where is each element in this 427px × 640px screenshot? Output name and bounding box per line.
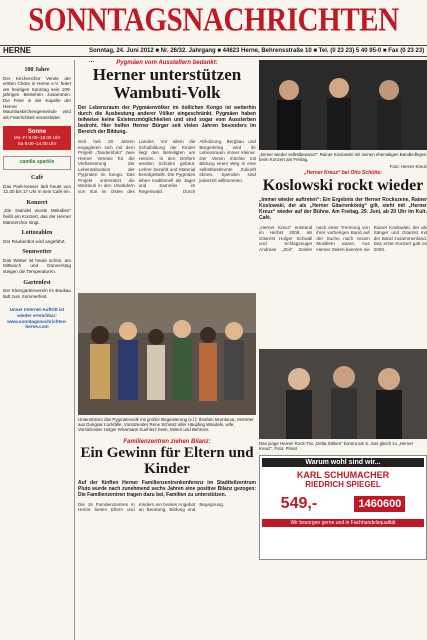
band-photo	[259, 60, 427, 150]
left-text-3: „Die Swindel wurde Melodien“ heißt ein Konzert, das der Herner Männerchor singt.	[3, 208, 71, 225]
band-photo-illustration	[259, 60, 427, 150]
left-heading-3: Konzert	[26, 199, 48, 206]
main-article	[78, 60, 256, 562]
left-text-5: Das Wetter ist heute schön, am Mittwoch und Donnerstag steigen die Temperaturen.	[3, 257, 71, 275]
pygmy-group-photo	[78, 293, 256, 415]
photo-caption: Unterstützen das Pygmäenvolk mit großer Begeisterung (v.l.): Ibrahim Mumbeoa, Vertreter aus Dungsar Lückfälle, Vorsitzender Rene Schmitz aller Häupling Wandeki, wife, Vorsitzender Holger Wissmann Kuehlerz beim, Mirten und Behrens.	[78, 417, 254, 433]
right-body: „Herner Kreuz“ entstand im Herbst 2008, als Gitarrist Holger Schwall und Schlagzeuger Andreas „Zeit“ Zeisler nach einer Trennung von ihrer vorherigen Band auf der Suche nach neuen Musikern waren. Aus Herner Zeiten kannten sie Rainer Koslowski, der als Sänger und Gitarrist mit der Band zusammenfand. Das erste Konzert gab es 2009.	[259, 224, 427, 252]
article2-headline: Ein Gewinn für Eltern und Kinder	[80, 444, 254, 477]
sonne-ad-hours-1: Mo–Fr 9.00–18.00 Uhr	[13, 135, 61, 141]
article-headline: Herner unterstützen Wambuti-Volk	[92, 65, 242, 102]
right-lead: „Immer wieder auftreten“: Ein Ergebnis der Herner Rockszene, Rainer Koslowski, der als „Herner Gitarrenkönig“ gilt, steht mit „Herner Kreuz“ wieder auf der Bühne. Am Freitag, 29. Juni, ab 20 Uhr im Kult-Café.	[259, 196, 427, 221]
sonne-ad	[3, 126, 71, 150]
camila-ad: camila sparkle	[3, 156, 71, 170]
article2-lead: Auf der fünften Herner Familienzentrenkonferenz im Stadtteilzentrum Pluto wurde nach zunehmend sechs Jahren eine positive Bilanz gezogen: Die Familienzentren tragen dazu bei, Familien zu unterstützen.	[78, 479, 256, 498]
article-lead: Der Lebensraum der Pygmäenvölker im östlichen Kongo ist weiterhin durch die Ausbeutung anderer Völker eingeschränkt. Pygmäen haben teilweise keine Existenzmöglichkeiten und sind sogar vom Aussterben bedroht. Hier helfen Herner Bürger seit vielen Jahren besonders im Bereich der Bildung.	[78, 105, 256, 135]
band-photo-caption: „Immer wieder selbstbewusst“: Rainer Koslowski mit seinen ehemaligen Bandkollegen beim Konzert am Freitag.	[259, 152, 427, 163]
left-heading-6: Gartenfest	[23, 279, 51, 286]
masthead	[0, 0, 427, 42]
left-text-2: Das Park-Kesser lädt heute von 12.30 bis 17 Uhr in sein Café ein.	[3, 183, 71, 195]
trio-photo	[259, 349, 427, 439]
sonne-ad-title: Sonne	[27, 129, 47, 136]
left-text-4: Der Raubenbot wird angeführt.	[3, 238, 66, 244]
issue-info: Sonntag, 24. Juni 2012 ■ Nr. 26/32. Jahrgang ■ 44623 Herne, Behrensstraße 10 ■ Tel. (0 23 23) 5 40 95-0 ■ Fax (0 23 23) ...	[89, 48, 425, 64]
left-heading-1: 100 Jahre	[24, 67, 50, 73]
trio-photo-illustration	[259, 349, 427, 439]
ad-phone: 1460600	[354, 496, 405, 512]
city-label: HERNE	[3, 46, 32, 55]
ad-footer: Wir besorgen gerne und in Fachhandelsqualität	[262, 519, 424, 527]
trio-caption: Das junge Herner Rock-Trio „Delta Strikes“ kommt am 6. Juni gleich zu „Herner Kreuz“. Foto: Privat	[259, 440, 414, 451]
website-note: Unser Internet-Auftritt ist wieder erreichbar: www.sonntagsnachrichten-herne.com	[7, 307, 67, 330]
left-text-1: Der Kirchenchor Venite der ersten Chöre in Herne e.V. feiert am heutigen Sonntag sein 100-jähriges Bestehen zusammen. Die Feier in der Kapelle der Herner Mauritiuskirchengemeinde wird als Feierlichkeit veranstaltet.	[3, 75, 71, 120]
right-kicker: „Herner Kreuz“ bei Otto Schütte:	[303, 169, 383, 176]
left-text-6: Der Kleingartenverein im Baukau lädt zum Sommerfest.	[3, 288, 71, 299]
sonne-ad-hours-2: Sa 9.00–14.00 Uhr	[17, 141, 57, 147]
group-photo-illustration	[78, 293, 256, 415]
right-headline: Koslowski rockt wieder	[262, 176, 424, 194]
ad-brand-2: RIEDRICH SPIEGEL	[305, 480, 381, 490]
left-column	[0, 60, 75, 640]
article2-kicker: Familienzentren ziehen Bilanz:	[123, 438, 211, 445]
band-photo-credit: Foto: Herner Kreuz	[389, 164, 427, 170]
ad-brand: KARL SCHUMACHER	[296, 470, 390, 481]
ad-headline: Warum wohl sind wir...	[262, 458, 424, 467]
right-article	[259, 60, 427, 560]
article-body: Seit fast 20 Jahren engagieren sich mit dem Projekt „Tandembdo“ zwei Herner Vereine für die Verbesserung der Lebenssituation der Pygmäen im Kongo. Das Projekt unterstützt die Wambuti in den Urwäldern von Ituri im Osten des Landes. Vor allem die Schulbildung der Kinder liegt den Beteiligten am Herzen. In den Dörfern werden Schulen gebaut, Lehrer bezahlt und Material bereitgestellt. Die Pygmäen leben traditionell als Jäger und Sammler im Regenwald. Durch Abholzung, Bergbau und Bürgerkrieg wird ihr Lebensraum immer kleiner. Der Verein möchte mit Bildung einen Weg in eine selbstbestimmte Zukunft ebnen. Spenden sind jederzeit willkommen.	[78, 139, 256, 194]
article-kicker: Pygmäen vom Ausstellern bedankt:	[116, 60, 218, 66]
article2-body: Die 15 Familienzentren in Herne bieten Eltern und Kindern ein breites Angebot an Beratung, Bildung und Begegnung.	[78, 501, 225, 513]
schumacher-ad	[259, 455, 427, 560]
left-heading-2: Café	[31, 174, 43, 181]
ad-price: 549,-	[280, 495, 318, 513]
newspaper-title: SONNTAGSNACHRICHTEN	[28, 1, 399, 39]
left-heading-4: Lottozahlen	[21, 230, 53, 237]
left-heading-5: Sonnwetter	[22, 249, 52, 256]
